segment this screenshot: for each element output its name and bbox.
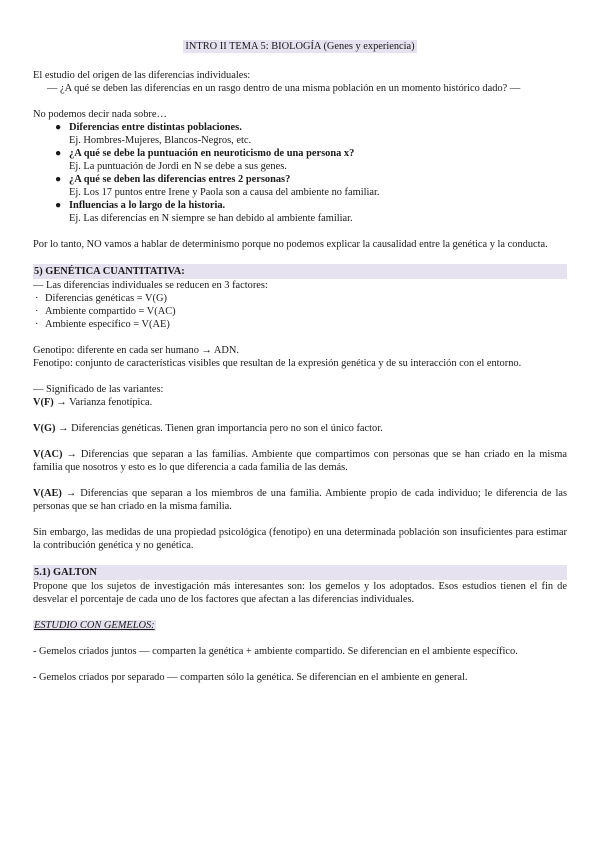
list-item-example: Ej. Las diferencias en N siempre se han debido al ambiente familiar. bbox=[69, 213, 353, 224]
list-item-example: Ej. La puntuación de Jordi en N se debe a sus genes. bbox=[69, 161, 287, 172]
variant-vac: V(AC) → Diferencias que separan a las familias. Ambiente que compartimos con personas que se han criado en la misma familia que nosotros y esto es lo que diferencia a cada familia de las demás. bbox=[33, 449, 567, 473]
list-item: · Ambiente específico = V(AE) bbox=[35, 319, 170, 330]
section-heading-genetica: 5) GENÉTICA CUANTITATIVA: bbox=[33, 264, 567, 279]
sin-embargo-paragraph: Sin embargo, las medidas de una propiedad psicológica (fenotipo) en una determinada población son insuficientes para estimar la contribución genética y no genética. bbox=[33, 527, 567, 551]
variant-vf: V(F) → Varianza fenotípica. bbox=[33, 397, 153, 408]
twins-apart-line: - Gemelos criados por separado — comparten sólo la genética. Se diferencian en el ambiente en general. bbox=[33, 672, 468, 683]
list-item bbox=[33, 173, 567, 199]
variant-vg: V(G) → Diferencias genéticas. Tienen gran importancia pero no son el único factor. bbox=[33, 423, 383, 434]
twins-together-line: - Gemelos criados juntos — comparten la genética + ambiente compartido. Se diferencian en el ambiente específico. bbox=[33, 646, 518, 657]
cannot-say-lead: No podemos decir nada sobre… bbox=[33, 109, 167, 120]
galton-paragraph: Propone que los sujetos de investigación más interesantes son: los gemelos y los adoptados. Esos estudios tienen el fin de desvelar el porcentaje de cada uno de los factores que afectan a las diferencias individuales. bbox=[33, 581, 567, 605]
factors-list bbox=[33, 292, 567, 331]
list-item bbox=[33, 199, 567, 225]
fenotipo-definition: Fenotipo: conjunto de características visibles que resultan de la expresión genética y de su interacción con el entorno. bbox=[33, 358, 522, 369]
list-item bbox=[33, 121, 567, 147]
list-item-title: Diferencias entre distintas poblaciones. bbox=[69, 122, 242, 133]
mid-dot-icon: · bbox=[35, 306, 39, 317]
cannot-say-list bbox=[33, 121, 567, 225]
variant-vae: V(AE) → Diferencias que separan a los miembros de una familia. Ambiente propio de cada individuo; le diferencia de las personas que se han criado en la misma familia. bbox=[33, 488, 567, 512]
intro-line: El estudio del origen de las diferencias individuales: bbox=[33, 70, 251, 81]
mid-dot-icon: · bbox=[35, 293, 39, 304]
variants-lead: — Significado de las variantes: bbox=[33, 384, 164, 395]
bullet-icon: ● bbox=[55, 200, 62, 211]
bullet-icon: ● bbox=[55, 122, 62, 133]
study-label: ESTUDIO CON GEMELOS: bbox=[34, 620, 155, 631]
conclusion-paragraph: Por lo tanto, NO vamos a hablar de determinismo porque no podemos explicar la causalidad entre la genética y la conducta. bbox=[33, 239, 548, 250]
list-item-example: Ej. Hombres-Mujeres, Blancos-Negros, etc. bbox=[69, 135, 252, 146]
mid-dot-icon: · bbox=[35, 319, 39, 330]
list-item: · Ambiente compartido = V(AC) bbox=[35, 306, 176, 317]
list-item-title: Influencias a lo largo de la historia. bbox=[69, 200, 226, 211]
section-heading-galton: 5.1) GALTON bbox=[33, 565, 567, 580]
list-item: · Diferencias genéticas = V(G) bbox=[35, 293, 167, 304]
document-title: INTRO II TEMA 5: BIOLOGÍA (Genes y experiencia) bbox=[185, 41, 415, 52]
bullet-icon: ● bbox=[55, 174, 62, 185]
list-item bbox=[33, 147, 567, 173]
list-item-example: Ej. Los 17 puntos entre Irene y Paola son a causa del ambiente no familiar. bbox=[69, 187, 380, 198]
intro-question: — ¿A qué se deben las diferencias en un rasgo dentro de una misma población en un momento histórico dado? — bbox=[47, 83, 521, 94]
genotipo-definition: Genotipo: diferente en cada ser humano → ADN. bbox=[33, 345, 240, 356]
list-item-title: ¿A qué se debe la puntuación en neuroticismo de una persona x? bbox=[69, 148, 355, 159]
list-item-title: ¿A qué se deben las diferencias entres 2 personas? bbox=[69, 174, 291, 185]
bullet-icon: ● bbox=[55, 148, 62, 159]
factors-lead: — Las diferencias individuales se reducen en 3 factores: bbox=[33, 280, 268, 291]
